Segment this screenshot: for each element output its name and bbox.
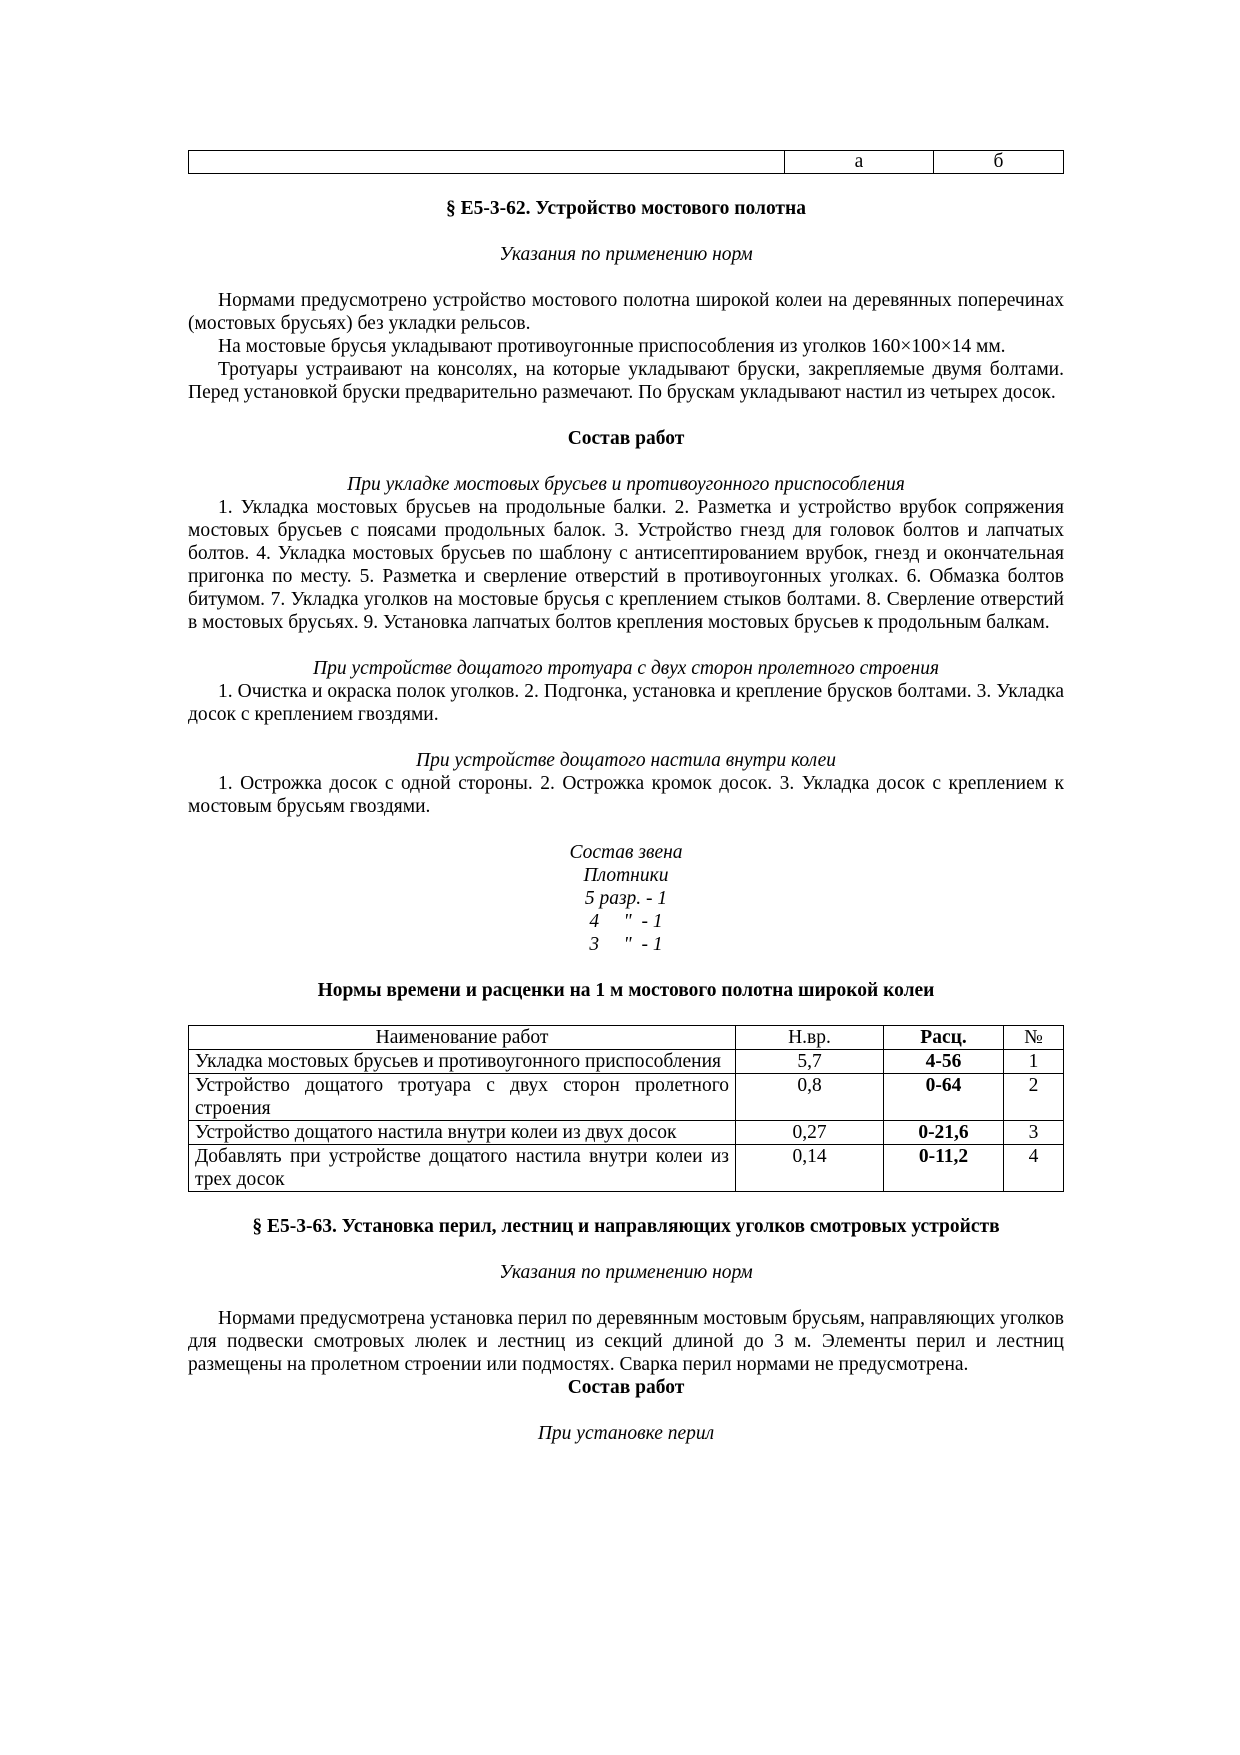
- header-table-blank-cell: [189, 151, 785, 174]
- document-page: [188, 150, 1064, 1445]
- table-row: [189, 1145, 1064, 1192]
- cell-name: Устройство дощатого настила внутри колеи из двух досок: [189, 1121, 736, 1145]
- cell-number: 2: [1004, 1074, 1064, 1121]
- crew-profession: Плотники: [583, 865, 669, 886]
- work-group-text: 1. Укладка мостовых брусьев на продольные балки. 2. Разметка и устройство врубок сопряжения мостовых брусьев с поясами продольных балок. 3. Устройство гнезд для головок болтов и лапчатых болтов. 4. Укладка мостовых брусьев по шаблону с антисептированием врубок, гнезд и окончательная пригонка по месту. 5. Разметка и сверление отверстий в противоугонных уголках. 6. Обмазка болтов битумом. 7. Укладка уголков на мостовые брусья с креплением стыков болтами. 8. Сверление отверстий в мостовых брусьях. 9. Установка лапчатых болтов крепления мостовых брусьев к продольным балкам.: [188, 497, 1064, 633]
- column-header-number: №: [1004, 1026, 1064, 1050]
- work-group-subtitle: При укладке мостовых брусьев и противоугонного приспособления: [347, 474, 905, 495]
- cell-time: 0,14: [736, 1145, 884, 1192]
- work-group-subtitle: При устройстве дощатого настила внутри колеи: [415, 750, 837, 771]
- column-header-time: Н.вр.: [736, 1026, 884, 1050]
- work-group-text: 1. Острожка досок с одной стороны. 2. Острожка кромок досок. 3. Укладка досок с креплением к мостовым брусьям гвоздями.: [188, 773, 1064, 817]
- cell-name: Устройство дощатого тротуара с двух сторон пролетного строения: [189, 1074, 736, 1121]
- cell-rate: 0-21,6: [884, 1121, 1004, 1145]
- section-title: § Е5-3-63. Установка перил, лестниц и направляющих уголков смотровых устройств: [252, 1216, 1000, 1237]
- crew-heading: Состав звена: [569, 842, 683, 863]
- crew-row: 5 разр. - 1: [584, 888, 668, 909]
- cell-number: 3: [1004, 1121, 1064, 1145]
- cell-time: 0,27: [736, 1121, 884, 1145]
- cell-number: 1: [1004, 1050, 1064, 1074]
- column-header-rate: Расц.: [884, 1026, 1004, 1050]
- header-table-col-b: б: [934, 151, 1064, 174]
- guidelines-heading: Указания по применению норм: [499, 1262, 753, 1283]
- header-table-col-a: а: [785, 151, 934, 174]
- paragraph: Нормами предусмотрено устройство мостового полотна широкой колеи на деревянных поперечинах (мостовых брусьях) без укладки рельсов.: [188, 290, 1064, 334]
- cell-rate: 0-64: [884, 1074, 1004, 1121]
- work-group-subtitle: При устройстве дощатого тротуара с двух сторон пролетного строения: [312, 658, 940, 679]
- column-header-name: Наименование работ: [189, 1026, 736, 1050]
- table-row: [189, 1050, 1064, 1074]
- work-group-subtitle: При установке перил: [537, 1423, 715, 1444]
- cell-name: Добавлять при устройстве дощатого настила внутри колеи из трех досок: [189, 1145, 736, 1192]
- table-row: [189, 1121, 1064, 1145]
- crew-composition: [188, 841, 1064, 956]
- cell-number: 4: [1004, 1145, 1064, 1192]
- work-composition-heading: Состав работ: [567, 1377, 685, 1398]
- work-composition-heading: Состав работ: [567, 428, 685, 449]
- section-title: § Е5-3-62. Устройство мостового полотна: [445, 198, 807, 219]
- cell-name: Укладка мостовых брусьев и противоугонного приспособления: [189, 1050, 736, 1074]
- guidelines-heading: Указания по применению норм: [499, 244, 753, 265]
- table-row: [189, 1074, 1064, 1121]
- work-group-text: 1. Очистка и окраска полок уголков. 2. Подгонка, установка и крепление брусков болтами. 3. Укладка досок с креплением гвоздями.: [188, 681, 1064, 725]
- paragraph: На мостовые брусья укладывают противоугонные приспособления из уголков 160×100×14 мм.: [218, 336, 1006, 357]
- cell-rate: 4-56: [884, 1050, 1004, 1074]
- cell-time: 5,7: [736, 1050, 884, 1074]
- crew-row: 3 " - 1: [589, 934, 663, 955]
- norms-table: [188, 1025, 1064, 1192]
- cell-time: 0,8: [736, 1074, 884, 1121]
- norms-title: Нормы времени и расценки на 1 м мостового полотна широкой колеи: [317, 980, 935, 1001]
- header-table: [188, 150, 1064, 174]
- norms-table-header-row: [189, 1026, 1064, 1050]
- paragraph: Нормами предусмотрена установка перил по деревянным мостовым брусьям, направляющих уголков для подвески смотровых люлек и лестниц из секций длиной до 3 м. Элементы перил и лестниц размещены на пролетном строении или подмостях. Сварка перил нормами не предусмотрена.: [188, 1308, 1064, 1375]
- cell-rate: 0-11,2: [884, 1145, 1004, 1192]
- paragraph: Тротуары устраивают на консолях, на которые укладывают бруски, закрепляемые двумя болтами. Перед установкой бруски предварительно размечают. По брускам укладывают настил из четырех досок.: [188, 359, 1064, 403]
- crew-row: 4 " - 1: [589, 911, 663, 932]
